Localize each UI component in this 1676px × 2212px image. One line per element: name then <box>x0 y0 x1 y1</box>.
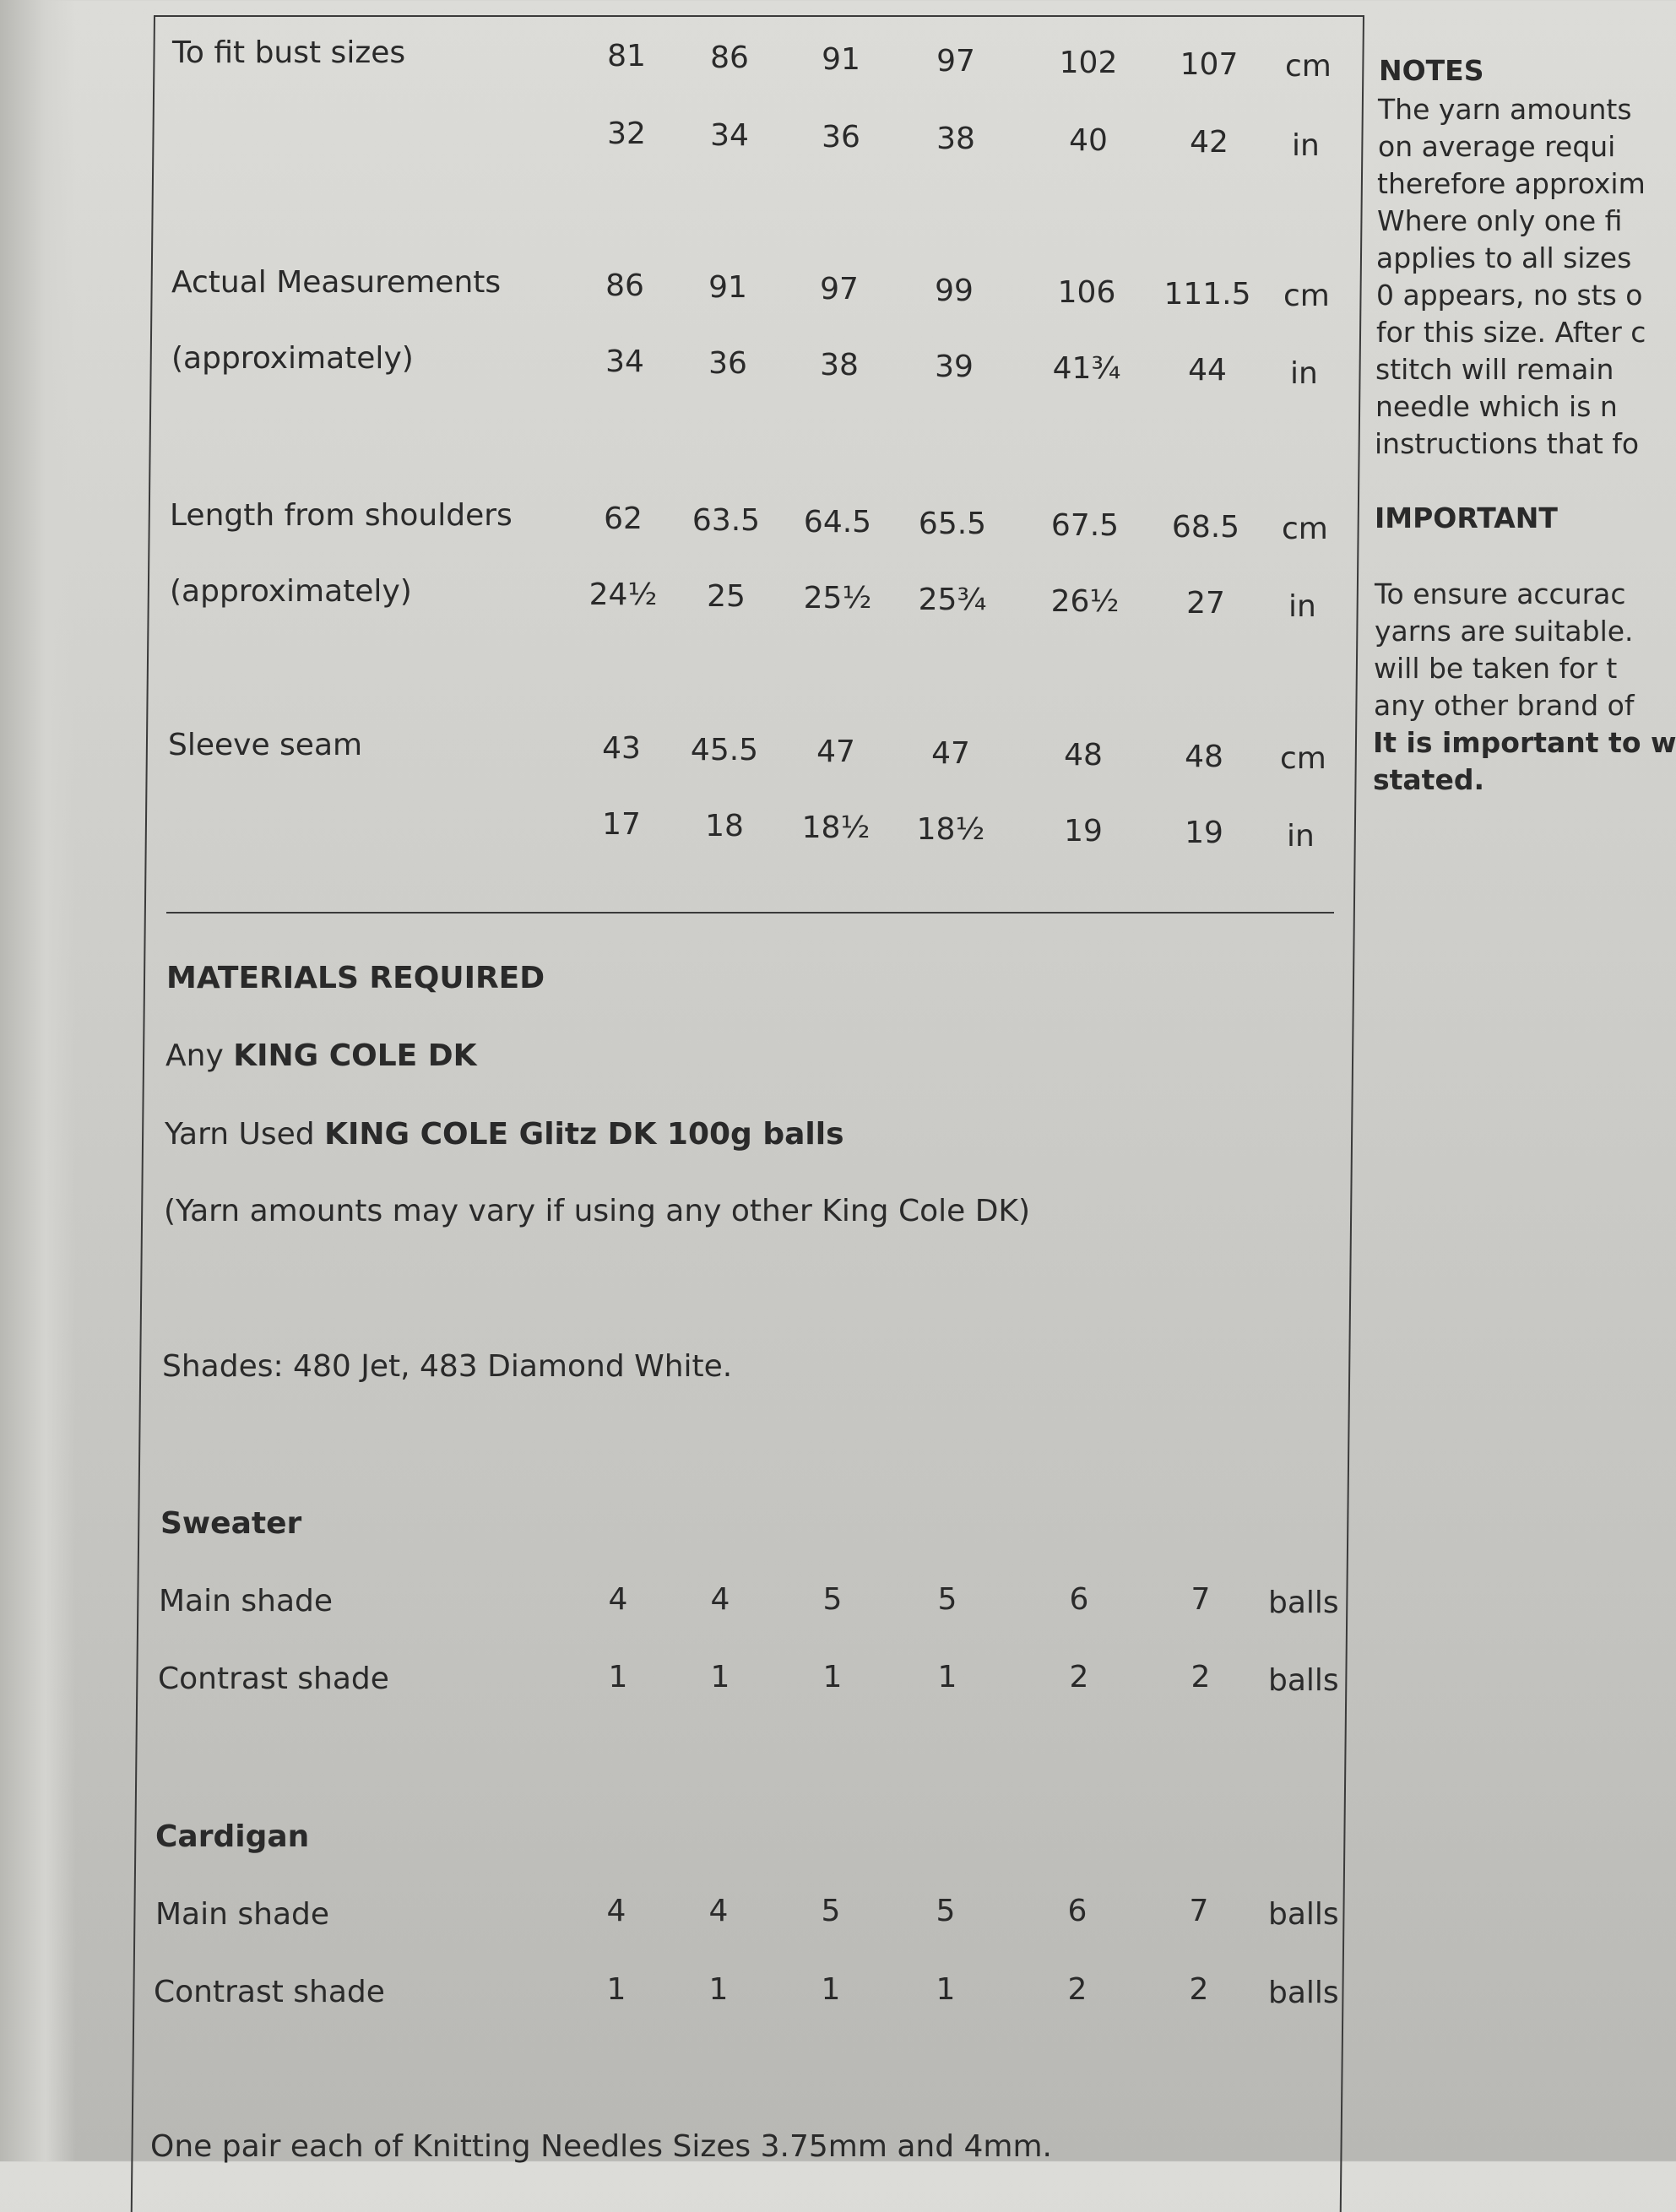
unit-cm-length: cm <box>1282 512 1328 546</box>
row-label-length: Length from shoulders <box>170 498 513 533</box>
cell-bust-in-3: 38 <box>936 122 975 156</box>
sweater-main-count-4: 6 <box>1069 1582 1089 1617</box>
notes-line: instructions that fo <box>1375 427 1640 460</box>
cell-length-cm-4: 67.5 <box>1050 508 1120 543</box>
sweater-contrast-count-5: 2 <box>1191 1660 1211 1694</box>
cell-actual-in-4: 41¾ <box>1052 351 1121 386</box>
sweater-contrast-label: Contrast shade <box>158 1662 389 1696</box>
cell-sleeve-in-0: 17 <box>602 807 641 842</box>
important-line: will be taken for t <box>1374 652 1618 685</box>
cell-actual-cm-4: 106 <box>1057 275 1116 310</box>
unit-cm-bust: cm <box>1285 49 1332 84</box>
any-brand: KING COLE DK <box>233 1038 477 1073</box>
sweater-contrast-count-0: 1 <box>608 1660 628 1694</box>
cell-length-in-4: 26½ <box>1050 584 1120 619</box>
unit-cm-actual: cm <box>1283 279 1330 313</box>
cell-sleeve-in-1: 18 <box>705 809 744 843</box>
row-sublabel-length: (approximately) <box>170 574 412 609</box>
sweater-main-label: Main shade <box>159 1584 334 1618</box>
important-line: yarns are suitable. <box>1375 615 1634 648</box>
cell-actual-cm-5: 111.5 <box>1163 277 1251 312</box>
yarn-brand: KING COLE Glitz DK 100g balls <box>324 1117 844 1152</box>
sweater-main-count-3: 5 <box>937 1582 957 1617</box>
cell-bust-cm-4: 102 <box>1059 46 1118 80</box>
cell-length-cm-2: 64.5 <box>803 505 872 539</box>
cell-bust-in-0: 32 <box>607 117 646 151</box>
notes-line: for this size. After c <box>1376 316 1646 349</box>
cell-length-cm-3: 65.5 <box>918 507 987 541</box>
cell-bust-in-4: 40 <box>1069 123 1108 158</box>
cell-sleeve-cm-3: 47 <box>931 736 970 771</box>
cardigan-contrast-count-4: 2 <box>1067 1972 1088 2007</box>
row-sublabel-actual: (approximately) <box>171 341 414 376</box>
cardigan-main-count-5: 7 <box>1189 1894 1209 1928</box>
cell-length-in-5: 27 <box>1186 586 1225 621</box>
notes-line: The yarn amounts <box>1378 93 1632 126</box>
sweater-contrast-count-1: 1 <box>710 1660 730 1694</box>
cardigan-main-count-2: 5 <box>821 1894 841 1928</box>
sweater-main-count-1: 4 <box>710 1582 730 1617</box>
any-yarn-line <box>165 1038 477 1073</box>
notes-heading: NOTES <box>1379 54 1484 87</box>
materials-heading: MATERIALS REQUIRED <box>166 961 545 995</box>
sweater-main-count-2: 5 <box>822 1582 843 1617</box>
yarn-used-line <box>165 1117 844 1152</box>
cardigan-main-label: Main shade <box>155 1897 330 1932</box>
sweater-contrast-unit: balls <box>1268 1663 1339 1698</box>
notes-line: Where only one fi <box>1377 204 1623 237</box>
sweater-contrast-count-3: 1 <box>937 1660 957 1694</box>
cell-sleeve-cm-0: 43 <box>602 731 641 766</box>
notes-line: therefore approxim <box>1377 167 1646 200</box>
cell-bust-cm-5: 107 <box>1180 47 1239 82</box>
cell-sleeve-in-3: 18½ <box>916 812 985 847</box>
yarn-prefix: Yarn Used <box>165 1117 325 1152</box>
important-line: To ensure accurac <box>1375 577 1626 610</box>
cell-length-in-3: 25¾ <box>918 583 987 617</box>
cell-sleeve-cm-4: 48 <box>1064 738 1103 773</box>
cell-sleeve-cm-5: 48 <box>1185 740 1223 774</box>
cell-actual-cm-0: 86 <box>605 268 644 303</box>
cell-bust-cm-3: 97 <box>936 44 975 79</box>
shades-line: Shades: 480 Jet, 483 Diamond White. <box>162 1349 733 1384</box>
cell-bust-in-2: 36 <box>822 120 860 155</box>
sweater-main-count-0: 4 <box>608 1582 628 1617</box>
cell-sleeve-cm-1: 45.5 <box>690 733 759 767</box>
cardigan-contrast-count-0: 1 <box>606 1972 626 2007</box>
cell-actual-in-1: 36 <box>708 346 747 381</box>
sweater-contrast-count-2: 1 <box>822 1660 843 1694</box>
cell-length-cm-5: 68.5 <box>1171 510 1240 545</box>
cell-length-cm-0: 62 <box>604 501 643 536</box>
cardigan-main-count-3: 5 <box>936 1894 956 1928</box>
cell-actual-cm-2: 97 <box>820 272 859 306</box>
cell-actual-in-3: 39 <box>935 350 974 384</box>
cardigan-heading: Cardigan <box>155 1819 310 1854</box>
cell-bust-cm-0: 81 <box>607 39 646 73</box>
important-line: any other brand of <box>1374 689 1635 722</box>
cardigan-contrast-count-5: 2 <box>1189 1972 1209 2007</box>
unit-in-length: in <box>1288 589 1316 624</box>
cell-actual-in-2: 38 <box>820 348 859 382</box>
cardigan-main-count-1: 4 <box>708 1894 729 1928</box>
cell-actual-cm-1: 91 <box>708 270 747 305</box>
row-label-sleeve: Sleeve seam <box>168 728 363 762</box>
cardigan-contrast-count-3: 1 <box>936 1972 956 2007</box>
cell-actual-cm-3: 99 <box>935 274 974 308</box>
cell-actual-in-5: 44 <box>1188 353 1227 388</box>
row-label-bust: To fit bust sizes <box>172 35 406 70</box>
cell-sleeve-in-2: 18½ <box>801 811 871 845</box>
page-edge-shadow <box>0 0 76 2161</box>
cell-length-in-1: 25 <box>707 579 746 614</box>
cardigan-main-count-0: 4 <box>606 1894 626 1928</box>
cardigan-contrast-count-1: 1 <box>708 1972 729 2007</box>
unit-in-sleeve: in <box>1287 819 1315 854</box>
sweater-heading: Sweater <box>160 1506 302 1541</box>
sweater-main-unit: balls <box>1268 1586 1339 1620</box>
unit-cm-sleeve: cm <box>1280 741 1326 776</box>
sweater-main-count-5: 7 <box>1191 1582 1211 1617</box>
cardigan-main-unit: balls <box>1268 1897 1339 1932</box>
cardigan-contrast-count-2: 1 <box>821 1972 841 2007</box>
notes-line: needle which is n <box>1375 390 1618 423</box>
yarn-vary-note: (Yarn amounts may vary if using any other King Cole DK) <box>164 1194 1031 1228</box>
notes-line: stitch will remain <box>1375 353 1614 386</box>
cell-sleeve-cm-2: 47 <box>816 735 855 769</box>
important-heading: IMPORTANT <box>1375 501 1558 534</box>
cell-bust-cm-1: 86 <box>710 41 749 75</box>
cell-actual-in-0: 34 <box>605 344 644 379</box>
cardigan-contrast-label: Contrast shade <box>154 1975 385 2009</box>
important-bold-line: It is important to w <box>1373 726 1676 759</box>
any-prefix: Any <box>165 1038 234 1073</box>
needles-line: One pair each of Knitting Needles Sizes 3.75mm and 4mm. <box>150 2129 1052 2164</box>
sweater-contrast-count-4: 2 <box>1069 1660 1089 1694</box>
cell-bust-in-1: 34 <box>710 118 749 153</box>
cell-sleeve-in-4: 19 <box>1064 814 1103 848</box>
cell-bust-cm-2: 91 <box>822 42 860 77</box>
section-divider <box>166 912 1334 914</box>
important-bold-line: stated. <box>1373 763 1484 796</box>
notes-line: on average requi <box>1378 130 1616 163</box>
cardigan-contrast-unit: balls <box>1268 1976 1339 2010</box>
notes-line: applies to all sizes <box>1376 241 1632 274</box>
unit-in-actual: in <box>1290 356 1318 391</box>
unit-in-bust: in <box>1292 128 1320 163</box>
cardigan-main-count-4: 6 <box>1067 1894 1088 1928</box>
cell-bust-in-5: 42 <box>1190 125 1229 160</box>
row-label-actual: Actual Measurements <box>171 265 502 300</box>
notes-line: 0 appears, no sts o <box>1376 279 1643 312</box>
cell-length-cm-1: 63.5 <box>692 503 761 538</box>
cell-length-in-2: 25½ <box>803 581 872 615</box>
cell-sleeve-in-5: 19 <box>1185 816 1223 850</box>
cell-length-in-0: 24½ <box>588 577 658 612</box>
